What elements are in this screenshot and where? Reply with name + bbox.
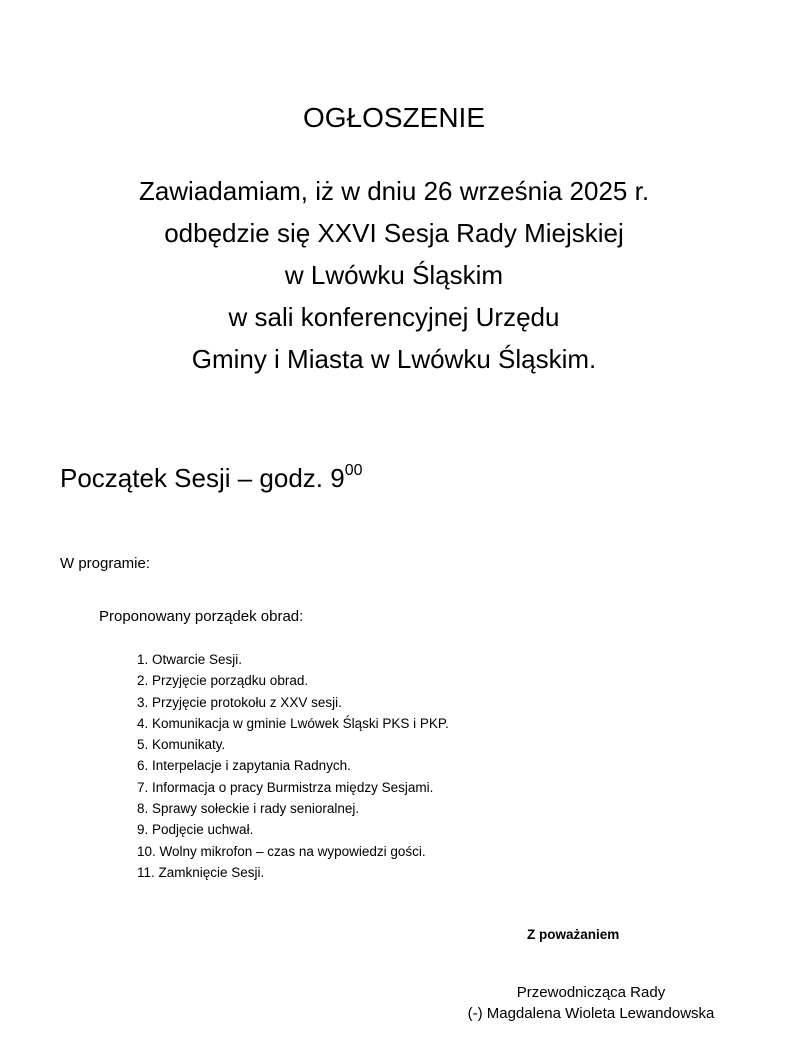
agenda-item: 2. Przyjęcie porządku obrad. xyxy=(137,673,309,689)
announcement-line: Zawiadamiam, iż w dniu 26 września 2025 r. xyxy=(138,176,650,206)
session-start-minutes: 00 xyxy=(344,462,363,479)
announcement-text xyxy=(0,170,788,380)
agenda-item: 6. Interpelacje i zapytania Radnych. xyxy=(137,758,351,774)
agenda-item: 3. Przyjęcie protokołu z XXV sesji. xyxy=(137,694,342,710)
agenda-item: 5. Komunikaty. xyxy=(137,737,226,753)
announcement-line: odbędzie się XXVI Sesja Rady Miejskiej xyxy=(164,218,624,248)
agenda-item: 4. Komunikacja w gminie Lwówek Śląski PKS i PKP. xyxy=(137,715,449,731)
agenda-label: Proponowany porządek obrad: xyxy=(99,608,304,625)
session-start-time xyxy=(60,458,363,498)
agenda-item: 9. Podjęcie uchwał. xyxy=(137,822,254,838)
signature-block xyxy=(441,982,741,1024)
signature-role: Przewodnicząca Rady xyxy=(516,984,666,1001)
session-start-text: Początek Sesji – godz. 9 xyxy=(60,463,345,493)
announcement-line: w Lwówku Śląskim xyxy=(284,260,504,290)
announcement-line: w sali konferencyjnej Urzędu xyxy=(228,302,560,332)
announcement-line: Gminy i Miasta w Lwówku Śląskim. xyxy=(191,344,597,374)
closing-regards: Z poważaniem xyxy=(527,927,620,942)
agenda-item: 8. Sprawy sołeckie i rady senioralnej. xyxy=(137,801,360,817)
programme-label: W programie: xyxy=(60,555,151,572)
agenda-item: 10. Wolny mikrofon – czas na wypowiedzi gości. xyxy=(137,843,426,859)
agenda-item: 7. Informacja o pracy Burmistrza między Sesjami. xyxy=(137,779,434,795)
agenda-item: 1. Otwarcie Sesji. xyxy=(137,652,243,667)
signature-name: (-) Magdalena Wioleta Lewandowska xyxy=(467,1005,715,1022)
agenda-list xyxy=(137,649,449,883)
document-title: OGŁOSZENIE xyxy=(302,102,486,133)
agenda-item: 11. Zamknięcie Sesji. xyxy=(137,864,265,880)
